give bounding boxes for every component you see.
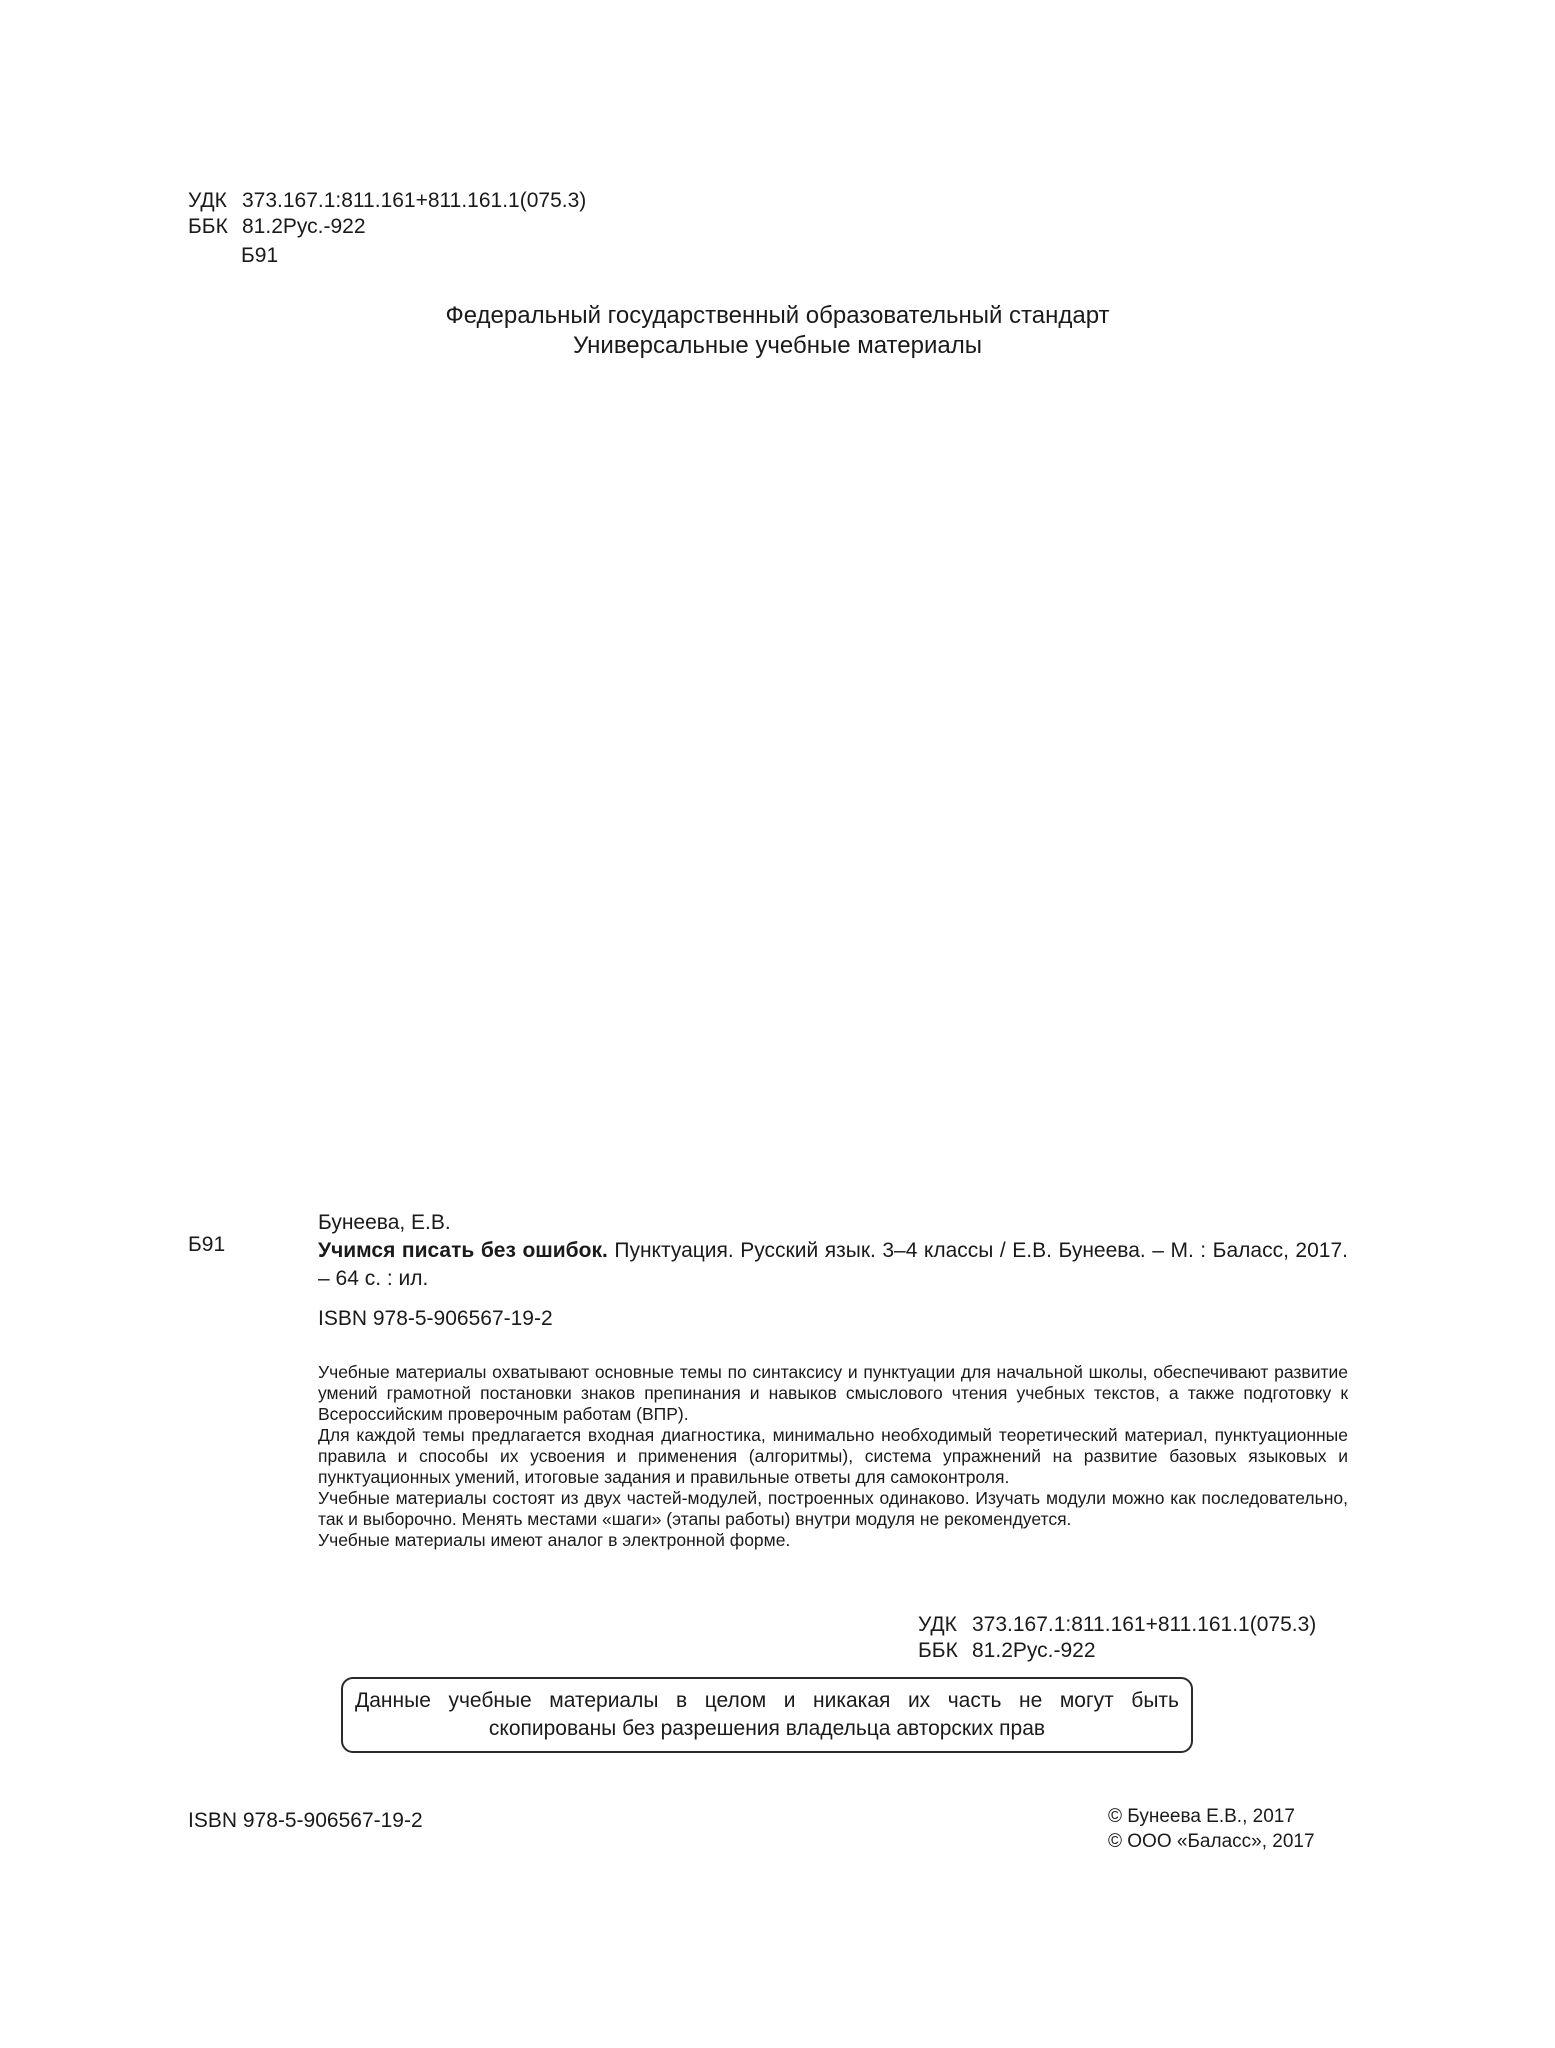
author-name: Бунеева, Е.В. bbox=[318, 1211, 451, 1234]
book-title: Учимся писать без ошибок. bbox=[318, 1239, 608, 1262]
bbk-value: 81.2Рус.-922 bbox=[972, 1639, 1096, 1662]
entry-text bbox=[318, 1237, 1348, 1293]
rights-line-1: Данные учебные материалы в целом и никакая их часть не могут быть bbox=[355, 1689, 1179, 1712]
udk-label: УДК bbox=[918, 1613, 957, 1636]
copyright-author: © Бунеева Е.В., 2017 bbox=[1108, 1806, 1295, 1827]
bottom-classification-codes bbox=[918, 1612, 1316, 1664]
udk-row bbox=[188, 188, 586, 214]
standard-line-2: Универсальные учебные материалы bbox=[573, 332, 982, 359]
bbk-value: 81.2Рус.-922 bbox=[242, 215, 366, 238]
rights-notice-box bbox=[341, 1677, 1193, 1753]
bbk-row bbox=[188, 214, 586, 240]
bbk-row bbox=[918, 1638, 1316, 1664]
bbk-label: ББК bbox=[918, 1639, 958, 1662]
annotation-paragraph: Учебные материалы имеют аналог в электронной форме. bbox=[318, 1530, 791, 1550]
rights-line-2: скопированы без разрешения владельца авторских прав bbox=[488, 1717, 1046, 1740]
isbn-bottom: ISBN 978-5-906567-19-2 bbox=[188, 1809, 423, 1832]
isbn-entry: ISBN 978-5-906567-19-2 bbox=[318, 1307, 553, 1330]
udk-value: 373.167.1:811.161+811.161.1(075.3) bbox=[242, 189, 587, 212]
standard-heading bbox=[0, 301, 1555, 361]
annotation-paragraph: Учебные материалы охватывают основные темы по синтаксису и пунктуации для начальной школы, обеспечивают развитие умений грамотной постановки знаков препинания и навыков смыслового чтения учебных текстов, а также подготовку к Всероссийским проверочным работам (ВПР). bbox=[318, 1362, 1348, 1424]
author-mark-top: Б91 bbox=[241, 244, 279, 267]
annotation-paragraph: Учебные материалы состоят из двух частей-модулей, построенных одинаково. Изучать модули можно как последовательно, так и выборочно. Менять местами «шаги» (этапы работы) внутри модуля не рекомендуется. bbox=[318, 1488, 1348, 1529]
bbk-label: ББК bbox=[188, 215, 228, 238]
udk-row bbox=[918, 1612, 1316, 1638]
copyright-publisher: © ООО «Баласс», 2017 bbox=[1108, 1831, 1315, 1852]
top-classification-codes bbox=[188, 188, 586, 240]
copyright-block bbox=[1108, 1804, 1315, 1854]
author-mark-left: Б91 bbox=[188, 1233, 226, 1256]
annotation bbox=[318, 1362, 1348, 1551]
bibliographic-entry bbox=[318, 1209, 1348, 1333]
annotation-paragraph: Для каждой темы предлагается входная диагностика, минимально необходимый теоретический материал, пунктуационные правила и способы их усвоения и применения (алгоритмы), система упражнений на развитие базовых языковых и пунктуационных умений, итоговые задания и правильные ответы для самоконтроля. bbox=[318, 1425, 1348, 1487]
standard-line-1: Федеральный государственный образовательный стандарт bbox=[445, 302, 1110, 329]
udk-value: 373.167.1:811.161+811.161.1(075.3) bbox=[972, 1613, 1317, 1636]
udk-label: УДК bbox=[188, 189, 227, 212]
entry-details: Пунктуация. Русский язык. 3–4 классы / Е.В. Бунеева. – М. : Баласс, 2017. – 64 с. : ил. bbox=[318, 1239, 1348, 1290]
